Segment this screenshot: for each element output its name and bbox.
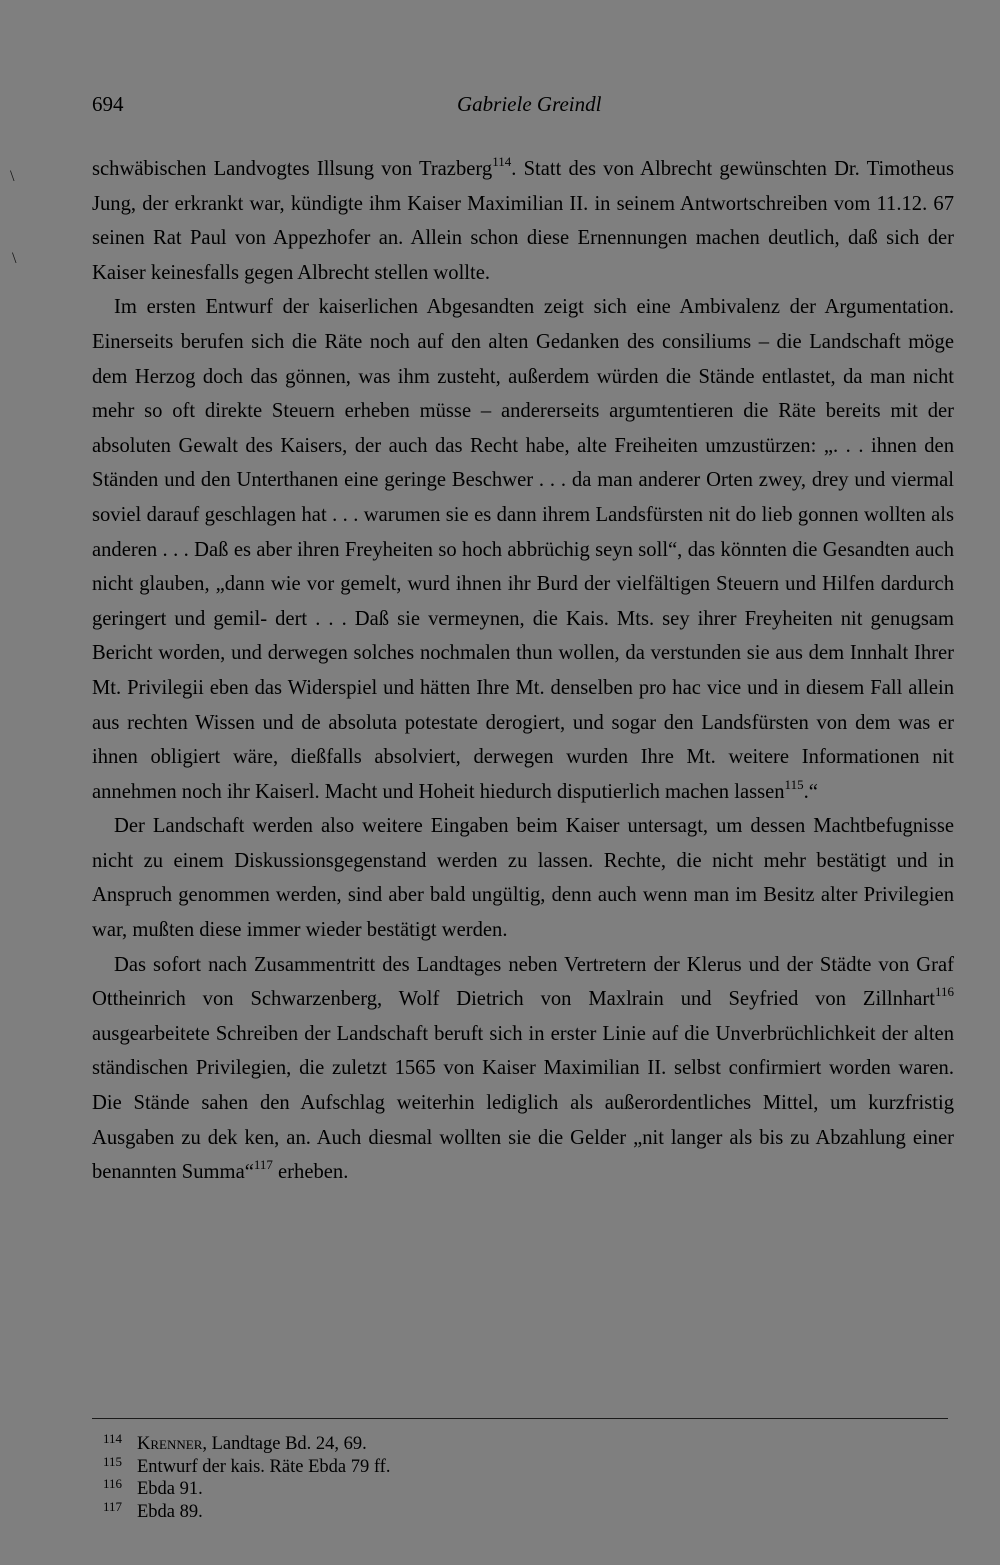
text-run: Der Landschaft werden also weitere Eingaben beim Kaiser untersagt, um dessen Machtbefugnisse nicht zu einem Diskussionsgegenstand werden zu lassen. Rechte, die nicht mehr bestätigt und in Anspruch genommen werden, sind aber bald ungültig, denn auch wenn man im Besitz alter Privilegien war, mußten diese immer wieder bestätigt werden. [92, 815, 954, 942]
footnote-ref: 114 [492, 154, 512, 169]
paragraph [92, 948, 954, 1190]
text-run: schwäbischen Landvogtes Illsung von Trazberg [92, 158, 493, 180]
paragraph [92, 809, 954, 947]
text-run: ausgearbeitete Schreiben der Landschaft beruft sich in erster Linie auf die Unverbrüchlichkeit der alten ständischen Privilegien, die zuletzt 1565 von Kaiser Maximilian II. selbst confirmiert worden waren. Die Stände sahen den Aufschlag weiterhin lediglich als außerordentliches Mittel, um kurzfristig Ausgaben zu dek ken, an. Auch diesmal wollten sie die Gelder „nit langer als bis zu Abzahlung einer benannten Summa“ [92, 1022, 954, 1184]
text-run: Im ersten Entwurf der kaiserlichen Abgesandten zeigt sich eine Ambivalenz der Argumentation. Einerseits berufen sich die Räte noch auf den alten Gedanken des consiliums – die Landschaft möge dem Herzog doch das gönnen, was ihm zusteht, außerdem würden die Stände entlastet, da man nicht mehr so oft direkte Steuern erheben müsse – andererseits argumtentieren die Räte bereits mit der absoluten Gewalt des Kaisers, der auch das Recht habe, alte Freiheiten umzustürzen: „. . . ihnen den Ständen und den Unterthanen eine geringe Beschwer . . . da man anderer Orten zwey, drey und viermal soviel darauf geschlagen hat . . . warumen sie es dann ihrem Landsfürsten nit do lieb gonnen wollten als anderen . . . Daß es aber ihren Freyheiten so hoch abbrüchig seyn soll“, das könnten die Gesandten auch nicht glauben, „dann wie vor gemelt, wurd ihnen ihr Burd der vielfältigen Steuern und Hilfen dardurch geringert und gemil- dert . . . Daß sie vermeynen, die Kais. Mts. sey ihrer Freyheiten nit genugsam Bericht worden, und derwegen solches nochmalen thun wollen, da verstunden sie aus dem Innhalt Ihrer Mt. Privilegii eben das Widerspiel und hätten Ihre Mt. denselben pro hac vice und in diesem Fall allein aus rechten Wissen und de absoluta potestate derogiert, und sogar den Landsfürsten von dem was er ihnen obligiert wäre, dießfalls absolviert, derwegen wurden Ihre Mt. weitere Informationen nit annehmen noch ihr Kaiserl. Macht und Hoheit hiedurch disputierlich machen lassen [92, 296, 954, 803]
footnote-ref: 117 [253, 1157, 273, 1173]
text-run: Das sofort nach Zusammentritt des Landtages neben Vertretern der Klerus und der Städte von Graf Ottheinrich von Schwarzenberg, Wolf Dietrich von Maxlrain und Seyfried von Zillnhart [92, 953, 954, 1011]
body-text [92, 152, 954, 1190]
page-header [92, 92, 948, 124]
footnote-divider [92, 1418, 948, 1419]
footnote-text: Entwurf der kais. Räte Ebda 79 ff. [137, 1456, 391, 1477]
footnote: 115 Entwurf der kais. Räte Ebda 79 ff. [103, 1453, 391, 1477]
running-head: Gabriele Greindl [457, 92, 602, 116]
footnote-ref: 116 [934, 984, 954, 1000]
footnotes [103, 1433, 943, 1523]
footnote-text: Ebda 91. [137, 1479, 203, 1500]
paragraph [92, 290, 954, 809]
footnote: 116 Ebda 91. [103, 1476, 203, 1500]
footnote: 114 Krenner, Landtage Bd. 24, 69. [103, 1431, 367, 1454]
text-run: erheben. [272, 1161, 349, 1184]
margin-mark: \ [10, 168, 15, 185]
footnote-text: , Landtage Bd. 24, 69. [202, 1434, 367, 1454]
margin-mark: \ [12, 250, 17, 267]
footnote: 117 Ebda 89. [103, 1498, 203, 1522]
text-run: . Statt des von Albrecht gewünschten Dr. Timotheus Jung, der erkrankt war, kündigte ihm Kaiser Maximilian II. in seinem Antwortschreiben vom 11.12. 67 seinen Rat Paul von Appezhofer an. Allein schon diese Ernennungen machen deutlich, daß sich der Kaiser keinesfalls gegen Albrecht stellen wollte. [92, 158, 954, 284]
paragraph [92, 152, 954, 290]
text-run: .“ [803, 780, 818, 803]
footnote-ref: 115 [784, 776, 804, 792]
page-number: 694 [92, 92, 124, 116]
footnote-text: Ebda 89. [137, 1501, 203, 1522]
footnote-author: Krenner [137, 1434, 203, 1454]
